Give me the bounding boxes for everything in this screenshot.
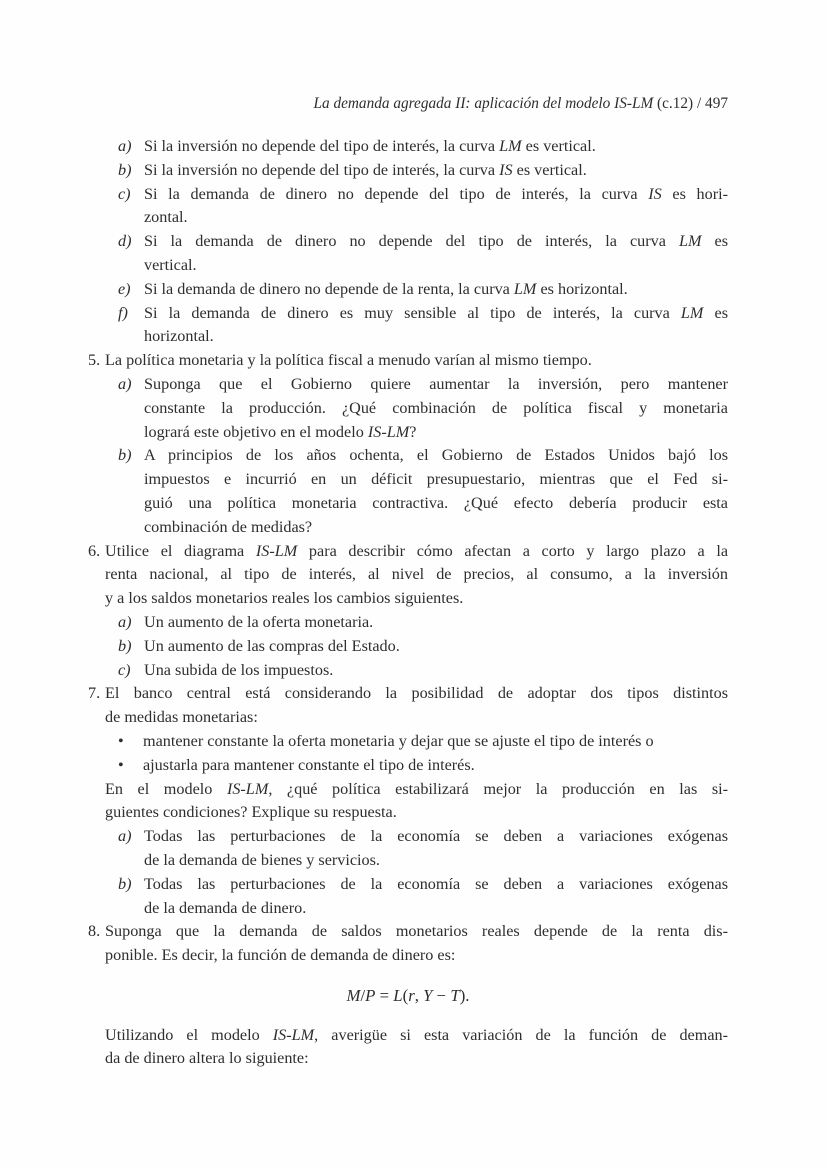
list-item bbox=[88, 373, 728, 444]
text-line: Si la demanda de dinero no depende del tipo de interés, la curva IS es hori- bbox=[144, 184, 729, 203]
item-marker: c) bbox=[118, 184, 131, 203]
list-item bbox=[88, 302, 728, 350]
text-line: impuestos e incurrió en un déficit presupuestario, mientras que el Fed si- bbox=[144, 470, 728, 489]
item-text bbox=[144, 230, 728, 278]
list-item bbox=[88, 659, 728, 683]
list-item bbox=[88, 825, 728, 873]
item-marker: d) bbox=[118, 232, 132, 251]
text-line: zontal. bbox=[144, 208, 188, 227]
item-marker: b) bbox=[118, 160, 132, 179]
text-line: de la demanda de bienes y servicios. bbox=[144, 850, 380, 869]
bullet-icon: • bbox=[118, 755, 124, 774]
text-line: El banco central está considerando la posibilidad de adoptar dos tipos distintos bbox=[105, 684, 728, 703]
item-text bbox=[105, 1024, 728, 1072]
text-line: mantener constante la oferta monetaria y dejar que se ajuste el tipo de interés o bbox=[143, 731, 654, 750]
item-text bbox=[144, 159, 728, 183]
text-line: combinación de medidas? bbox=[144, 517, 313, 536]
running-header bbox=[88, 94, 728, 114]
list-item bbox=[88, 230, 728, 278]
list-item bbox=[88, 183, 728, 231]
item-marker: a) bbox=[118, 827, 132, 846]
text-line: Suponga que el Gobierno quiere aumentar la inversión, pero mantener bbox=[144, 374, 728, 393]
text-line: Si la demanda de dinero es muy sensible al tipo de interés, la curva LM es bbox=[144, 303, 728, 322]
item-marker: 8. bbox=[88, 922, 101, 941]
text-line: M/P = L(r, Y − T). bbox=[346, 985, 470, 1005]
text-line: y a los saldos monetarios reales los cambios siguientes. bbox=[105, 589, 464, 608]
text-line: de medidas monetarias: bbox=[105, 708, 258, 727]
text-line: da de dinero altera lo siguiente: bbox=[105, 1049, 309, 1068]
item-text bbox=[105, 778, 728, 826]
list-item bbox=[88, 873, 728, 921]
list-item bbox=[88, 278, 728, 302]
item-marker: a) bbox=[118, 612, 132, 631]
text-line: Utilice el diagrama IS-LM para describir cómo afectan a corto y largo plazo a la bbox=[105, 541, 729, 560]
bullet-icon: • bbox=[118, 731, 124, 750]
text-line: ponible. Es decir, la función de demanda de dinero es: bbox=[105, 946, 456, 965]
list-item bbox=[88, 920, 728, 968]
item-marker: 6. bbox=[88, 541, 101, 560]
list-item bbox=[88, 682, 728, 730]
text-line: Un aumento de la oferta monetaria. bbox=[144, 612, 374, 631]
item-marker: a) bbox=[118, 137, 132, 155]
item-text bbox=[144, 611, 728, 635]
item-marker: a) bbox=[118, 374, 132, 393]
item-text bbox=[144, 659, 728, 683]
text-line: En el modelo IS-LM, ¿qué política estabilizará mejor la producción en las si- bbox=[105, 779, 729, 798]
item-text bbox=[144, 373, 728, 444]
page-number: 497 bbox=[705, 95, 728, 112]
item-text bbox=[143, 730, 728, 754]
bullet-item bbox=[88, 730, 728, 754]
item-marker: b) bbox=[118, 874, 132, 893]
item-text bbox=[143, 754, 728, 778]
item-text bbox=[144, 302, 728, 350]
paragraph bbox=[88, 778, 728, 826]
text-line: constante la producción. ¿Qué combinación de política fiscal y monetaria bbox=[144, 398, 728, 417]
text-line: ajustarla para mantener constante el tipo de interés. bbox=[143, 755, 475, 774]
text-line: Un aumento de las compras del Estado. bbox=[144, 636, 400, 655]
item-text bbox=[144, 825, 728, 873]
item-text bbox=[144, 635, 728, 659]
text-line: renta nacional, al tipo de interés, al nivel de precios, al consumo, a la inversión bbox=[105, 565, 728, 584]
item-text bbox=[105, 349, 728, 373]
text-line: Si la inversión no depende del tipo de interés, la curva LM es vertical. bbox=[144, 137, 596, 155]
text-line: guientes condiciones? Explique su respuesta. bbox=[105, 803, 397, 822]
list-item bbox=[88, 159, 728, 183]
text-line: A principios de los años ochenta, el Gobierno de Estados Unidos bajó los bbox=[144, 446, 728, 465]
item-text bbox=[144, 183, 728, 231]
text-line: de la demanda de dinero. bbox=[144, 898, 307, 917]
item-marker: e) bbox=[118, 279, 131, 298]
item-marker: 7. bbox=[88, 684, 101, 703]
list-item bbox=[88, 135, 728, 159]
item-text bbox=[144, 444, 728, 539]
item-text bbox=[105, 682, 728, 730]
text-line: logrará este objetivo en el modelo IS-LM? bbox=[144, 422, 417, 441]
header-separator: / bbox=[696, 95, 702, 112]
paragraph bbox=[88, 1024, 728, 1072]
text-line: Si la inversión no depende del tipo de interés, la curva IS es vertical. bbox=[144, 160, 587, 179]
list-item bbox=[88, 635, 728, 659]
chapter-title: La demanda agregada II: aplicación del modelo IS-LM bbox=[313, 95, 654, 112]
text-line: Todas las perturbaciones de la economía se deben a variaciones exógenas bbox=[144, 827, 728, 846]
item-text bbox=[144, 873, 728, 921]
equation-text bbox=[88, 984, 728, 1008]
text-line: Utilizando el modelo IS-LM, averigüe si esta variación de la función de deman- bbox=[105, 1025, 728, 1044]
item-text bbox=[105, 540, 728, 611]
list-item bbox=[88, 540, 728, 611]
item-marker: 5. bbox=[88, 351, 101, 370]
item-marker: f) bbox=[118, 303, 128, 322]
text-line: horizontal. bbox=[144, 327, 214, 346]
text-line: guió una política monetaria contractiva. ¿Qué efecto debería producir esta bbox=[144, 493, 728, 512]
text-line: Si la demanda de dinero no depende del tipo de interés, la curva LM es bbox=[144, 232, 729, 251]
item-marker: c) bbox=[118, 660, 131, 679]
bullet-item bbox=[88, 754, 728, 778]
item-text bbox=[105, 920, 728, 968]
text-line: Si la demanda de dinero no depende de la renta, la curva LM es horizontal. bbox=[144, 279, 628, 298]
text-line: Suponga que la demanda de saldos monetarios reales depende de la renta dis- bbox=[105, 922, 728, 941]
text-line: La política monetaria y la política fiscal a menudo varían al mismo tiempo. bbox=[105, 351, 592, 370]
text-line: Todas las perturbaciones de la economía se deben a variaciones exógenas bbox=[144, 874, 728, 893]
exercise-list bbox=[88, 135, 728, 1071]
text-line: vertical. bbox=[144, 255, 197, 274]
text-line: Una subida de los impuestos. bbox=[144, 660, 334, 679]
chapter-ref: (c.12) bbox=[657, 95, 694, 112]
list-item bbox=[88, 611, 728, 635]
item-marker: b) bbox=[118, 636, 132, 655]
item-text bbox=[144, 135, 728, 159]
item-text bbox=[144, 278, 728, 302]
list-item bbox=[88, 349, 728, 373]
list-item bbox=[88, 444, 728, 539]
item-marker: b) bbox=[118, 446, 132, 465]
equation bbox=[88, 984, 728, 1008]
